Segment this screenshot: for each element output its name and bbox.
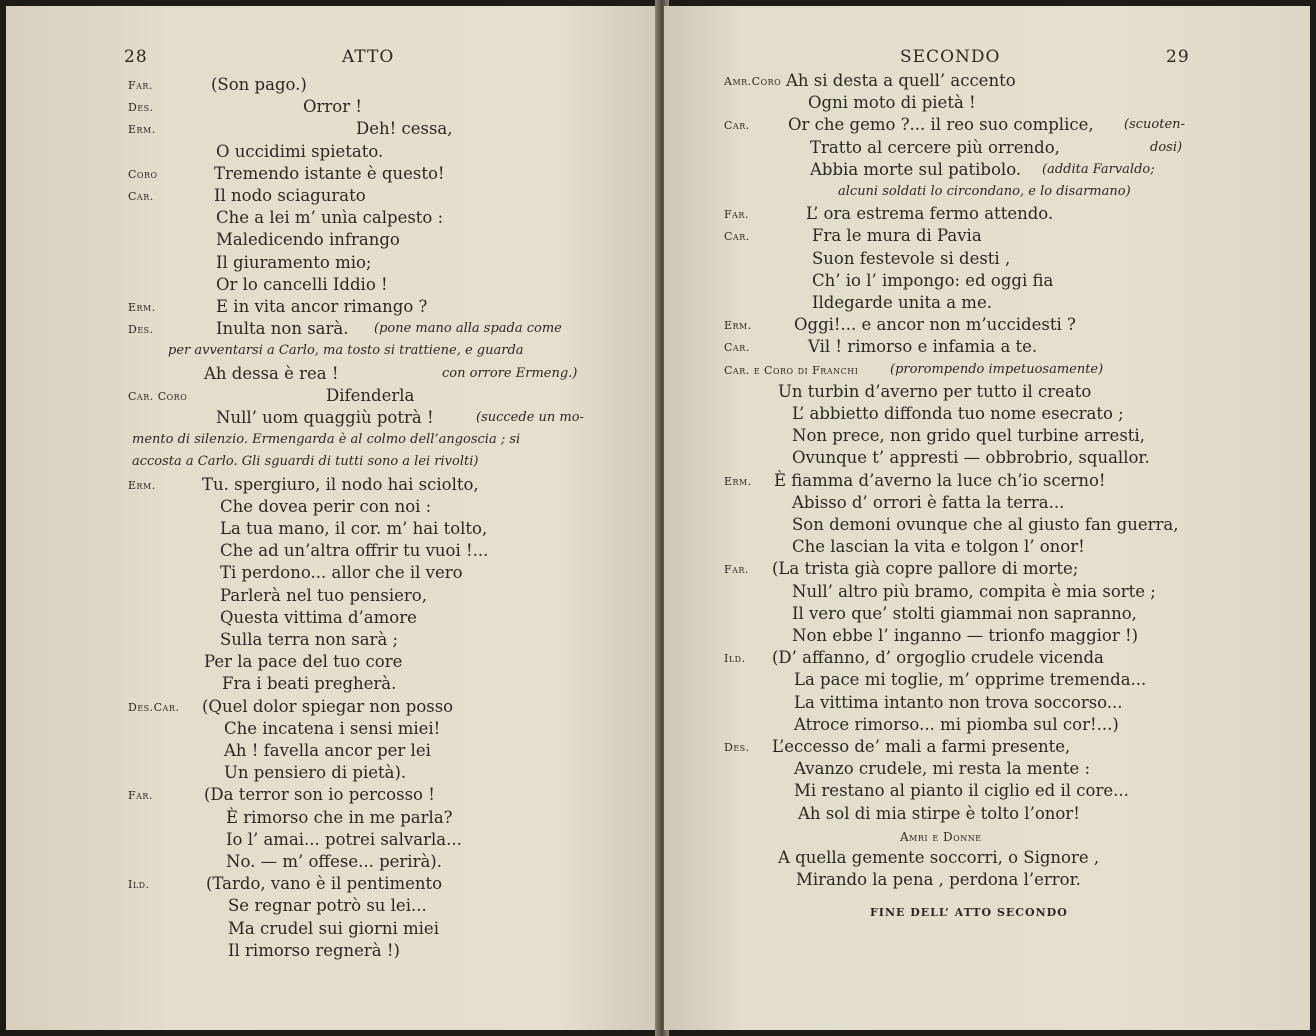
verse-line — [664, 425, 1310, 447]
verse-line — [6, 185, 658, 207]
verse-text: Son demoni ovunque che al giusto fan guerra, — [792, 515, 1179, 534]
verse-line — [664, 447, 1310, 469]
verse-text: Ti perdono... allor che il vero — [220, 563, 463, 583]
verse-line — [6, 474, 658, 496]
verse-text: Ah si desta a quell’ accento — [786, 71, 1016, 90]
verse-line — [664, 248, 1310, 270]
verse-text: Parlerà nel tuo pensiero, — [220, 585, 427, 605]
verse-line — [664, 558, 1310, 580]
verse-line — [6, 207, 658, 229]
verse-text: Abbia morte sul patibolo. — [810, 159, 1022, 179]
verse-text: La vittima intanto non trova soccorso... — [794, 692, 1123, 712]
verse-line — [6, 829, 658, 851]
verse-line — [6, 296, 658, 318]
verse-line — [664, 536, 1310, 558]
verse-line — [6, 718, 658, 740]
verse-line — [664, 359, 1310, 381]
stage-direction: (prorompendo impetuosamente) — [890, 361, 1104, 377]
verse-line — [6, 696, 658, 718]
verse-text: Se regnar potrò su lei... — [228, 896, 427, 916]
verse-line — [6, 96, 658, 118]
verse-line — [6, 940, 658, 962]
verse-line — [6, 585, 658, 607]
page-number-right: 29 — [1166, 47, 1190, 67]
speaker-label: Des. — [724, 741, 750, 754]
verse-text: Non ebbe l’ inganno — trionfo maggior !) — [792, 626, 1139, 645]
verse-text: (Son pago.) — [211, 75, 307, 94]
right-page — [664, 6, 1310, 1030]
verse-text: Il giuramento mio; — [216, 252, 372, 272]
stage-direction: mento di silenzio. Ermengarda è al colmo dell’angoscia ; si — [132, 432, 521, 448]
verse-line — [6, 651, 658, 673]
verse-text: Oggi!... e ancor non m’uccidesti ? — [794, 315, 1076, 335]
verse-text: O uccidimi spietato. — [216, 141, 384, 161]
verse-line — [664, 625, 1310, 647]
speaker-label: Coro — [128, 167, 158, 181]
stage-direction: (pone mano alla spada come — [374, 321, 562, 337]
verse-text: (Quel dolor spiegar non posso — [202, 696, 454, 716]
verse-text: Null’ uom quaggiù potrà ! — [216, 408, 434, 427]
verse-line — [6, 762, 658, 784]
speaker-label: Ild. — [128, 878, 150, 892]
verse-text: (Da terror son io percosso ! — [204, 785, 435, 805]
verse-text: Che incatena i sensi miei! — [224, 718, 441, 738]
act-end-footer: FINE DELL’ ATTO SECONDO — [870, 906, 1068, 919]
verse-line — [6, 873, 658, 895]
verse-line — [664, 492, 1310, 514]
verse-line — [6, 629, 658, 651]
verse-line — [664, 137, 1310, 159]
speaker-label: Erm. — [128, 301, 156, 314]
verse-text: Non prece, non grido quel turbine arresti, — [792, 426, 1145, 446]
verse-text: È rimorso che in me parla? — [226, 807, 453, 827]
verse-text: Deh! cessa, — [356, 119, 453, 139]
verse-line — [6, 385, 658, 407]
verse-text: Questa vittima d’amore — [220, 607, 417, 627]
verse-line — [6, 740, 658, 762]
speaker-label: Far. — [724, 563, 749, 577]
verse-line — [6, 807, 658, 829]
verse-text: Ch’ io l’ impongo: ed oggi fia — [812, 270, 1054, 290]
speaker-label: Car. e Coro di Franchi — [724, 363, 859, 377]
verse-text: Or lo cancelli Iddio ! — [216, 274, 388, 294]
verse-line — [6, 895, 658, 917]
stage-direction: alcuni soldati lo circondano, e lo disarmano) — [838, 184, 1131, 199]
verse-line — [6, 363, 658, 385]
speaker-label: Ild. — [724, 652, 746, 666]
verse-line — [664, 825, 1310, 847]
verse-text: Che lascian la vita e tolgon l’ onor! — [792, 537, 1085, 557]
verse-line — [6, 496, 658, 518]
verse-line — [664, 803, 1310, 825]
verse-line — [664, 736, 1310, 758]
verse-line — [664, 270, 1310, 292]
verse-text: Suon festevole si desti , — [812, 248, 1011, 268]
verse-text: Ah ! favella ancor per lei — [224, 741, 431, 760]
verse-text: Il rimorso regnerà !) — [228, 940, 400, 960]
verse-line — [6, 607, 658, 629]
verse-line — [664, 603, 1310, 625]
verse-line — [6, 673, 658, 695]
speaker-label: Erm. — [128, 123, 156, 137]
verse-line — [664, 292, 1310, 314]
stage-direction: (scuoten- — [1124, 117, 1185, 133]
verse-text: Fra i beati pregherà. — [222, 674, 397, 694]
verse-line — [6, 429, 658, 451]
verse-line — [664, 780, 1310, 802]
verse-text: (La trista già copre pallore di morte; — [772, 559, 1079, 579]
speaker-label: Des. — [128, 101, 154, 115]
verse-text: Sulla terra non sarà ; — [220, 630, 399, 649]
verse-line — [664, 647, 1310, 669]
verse-text: Un pensiero di pietà). — [224, 763, 407, 783]
verse-line — [6, 118, 658, 140]
speaker-label: Car. Coro — [128, 389, 188, 403]
verse-line — [6, 252, 658, 274]
verse-line — [664, 92, 1310, 114]
speaker-label: Car. — [128, 190, 154, 203]
verse-line — [6, 141, 658, 163]
verse-text: Maledicendo infrango — [216, 230, 400, 250]
verse-line — [6, 407, 658, 429]
verse-line — [6, 784, 658, 806]
verse-text: Un turbin d’averno per tutto il creato — [778, 381, 1092, 401]
speaker-label: Far. — [128, 789, 153, 803]
speaker-label: Amr.Coro — [724, 75, 782, 88]
verse-line — [664, 514, 1310, 536]
verse-text: La tua mano, il cor. m’ hai tolto, — [220, 519, 488, 538]
verse-line — [664, 381, 1310, 403]
verse-line — [6, 562, 658, 584]
verse-text: (Tardo, vano è il pentimento — [206, 874, 443, 894]
verse-line — [6, 540, 658, 562]
verse-text: Null’ altro più bramo, compita è mia sorte ; — [792, 581, 1156, 601]
verse-line — [6, 340, 658, 362]
verse-text: Abisso d’ orrori è fatta la terra... — [792, 492, 1065, 512]
verse-text: Il vero que’ stolti giammai non sapranno, — [792, 603, 1137, 623]
verse-line — [6, 229, 658, 251]
verse-text: Che ad un’altra offrir tu vuoi !... — [220, 541, 489, 561]
verse-line — [664, 203, 1310, 225]
stage-direction: (succede un mo- — [476, 410, 584, 425]
verse-text: Che a lei m’ unìa calpesto : — [216, 208, 444, 228]
verse-line — [6, 318, 658, 340]
verse-text: Che dovea perir con noi : — [220, 496, 432, 516]
speaker-label: Erm. — [128, 478, 156, 492]
verse-text: No. — m’ offese... perirà). — [226, 852, 442, 871]
speaker-label: Erm. — [724, 319, 752, 333]
verse-line — [664, 114, 1310, 136]
verse-text: Io l’ amai... potrei salvarla... — [226, 829, 462, 849]
verse-text: Atroce rimorso... mi piomba sul cor!...) — [794, 714, 1119, 734]
verse-line — [6, 851, 658, 873]
verse-text: Difenderla — [326, 385, 415, 405]
speaker-label: Far. — [128, 79, 153, 92]
verse-line — [664, 336, 1310, 358]
verse-text: Ovunque t’ appresti — obbrobrio, squallor. — [792, 448, 1150, 468]
stage-direction: per avventarsi a Carlo, ma tosto si trattiene, e guarda — [168, 343, 524, 359]
verse-text: Inulta non sarà. — [216, 319, 349, 339]
verse-line — [664, 470, 1310, 492]
verse-line — [664, 403, 1310, 425]
verse-text: L’ ora estrema fermo attendo. — [806, 204, 1054, 224]
verse-text: Avanzo crudele, mi resta la mente : — [794, 759, 1091, 779]
speaker-label: Erm. — [724, 474, 752, 488]
verse-text: Per la pace del tuo core — [204, 652, 403, 672]
verse-text: E in vita ancor rimango ? — [216, 297, 428, 316]
verse-line — [6, 918, 658, 940]
speaker-label: Far. — [724, 208, 749, 222]
verse-line — [6, 451, 658, 473]
verse-line — [664, 314, 1310, 336]
verse-line — [664, 225, 1310, 247]
stage-direction: dosi) — [1150, 139, 1183, 155]
stage-direction: accosta a Carlo. Gli sguardi di tutti sono a lei rivolti) — [132, 454, 479, 470]
speaker-label: Des. — [128, 323, 154, 337]
verse-text: Ildegarde unita a me. — [812, 293, 992, 312]
verse-text: Tremendo istante è questo! — [214, 163, 445, 183]
verse-text: Ah dessa è rea ! — [204, 363, 339, 383]
verse-text: Mi restano al pianto il ciglio ed il core... — [794, 781, 1129, 801]
verse-line — [664, 181, 1310, 203]
verse-line — [6, 163, 658, 185]
verse-text: È fiamma d’averno la luce ch’io scerno! — [774, 470, 1106, 490]
verse-text: Fra le mura di Pavia — [812, 226, 982, 246]
verse-text: L’eccesso de’ mali a farmi presente, — [772, 737, 1071, 756]
verse-line — [664, 581, 1310, 603]
speaker-label: Des.Car. — [128, 700, 180, 714]
verse-line — [664, 159, 1310, 181]
verse-text: Or che gemo ?... il reo suo complice, — [788, 115, 1094, 135]
verse-line — [664, 758, 1310, 780]
verse-text: (D’ affanno, d’ orgoglio crudele vicenda — [772, 648, 1104, 668]
verse-text: A quella gemente soccorri, o Signore , — [778, 848, 1100, 867]
verse-text: Tratto al cercere più orrendo, — [810, 137, 1060, 157]
speaker-label: Car. — [724, 119, 750, 133]
speaker-label: Car. — [724, 341, 750, 355]
verse-text: Tu. spergiuro, il nodo hai sciolto, — [202, 474, 479, 494]
left-page — [6, 6, 658, 1030]
verse-text: Ma crudel sui giorni miei — [228, 918, 439, 938]
verse-text: La pace mi toglie, m’ opprime tremenda... — [794, 670, 1147, 690]
stage-direction: (addita Farvaldo; — [1042, 161, 1155, 177]
verse-line — [664, 847, 1310, 869]
verse-line — [664, 669, 1310, 691]
verse-line — [664, 714, 1310, 736]
verse-text: Il nodo sciagurato — [214, 186, 366, 205]
verse-text: Ah sol di mia stirpe è tolto l’onor! — [798, 803, 1080, 823]
speaker-label: Car. — [724, 230, 750, 244]
verse-line — [664, 692, 1310, 714]
verse-text: Mirando la pena , perdona l’error. — [796, 870, 1081, 890]
verse-text: Ogni moto di pietà ! — [808, 93, 976, 113]
verse-line — [664, 70, 1310, 92]
verse-line — [6, 74, 658, 96]
stage-direction: con orrore Ermeng.) — [442, 365, 578, 381]
verse-text: Orror ! — [303, 97, 362, 117]
running-head-right: SECONDO — [900, 47, 1001, 67]
verse-text: L’ abbietto diffonda tuo nome esecrato ; — [792, 404, 1124, 423]
verse-line — [664, 869, 1310, 891]
verse-line — [6, 274, 658, 296]
chorus-heading: Amri e Donne — [900, 829, 982, 844]
verse-line — [6, 518, 658, 540]
page-number-left: 28 — [124, 47, 148, 67]
verse-text: Vil ! rimorso e infamia a te. — [808, 337, 1038, 357]
running-head-left: ATTO — [342, 47, 395, 67]
